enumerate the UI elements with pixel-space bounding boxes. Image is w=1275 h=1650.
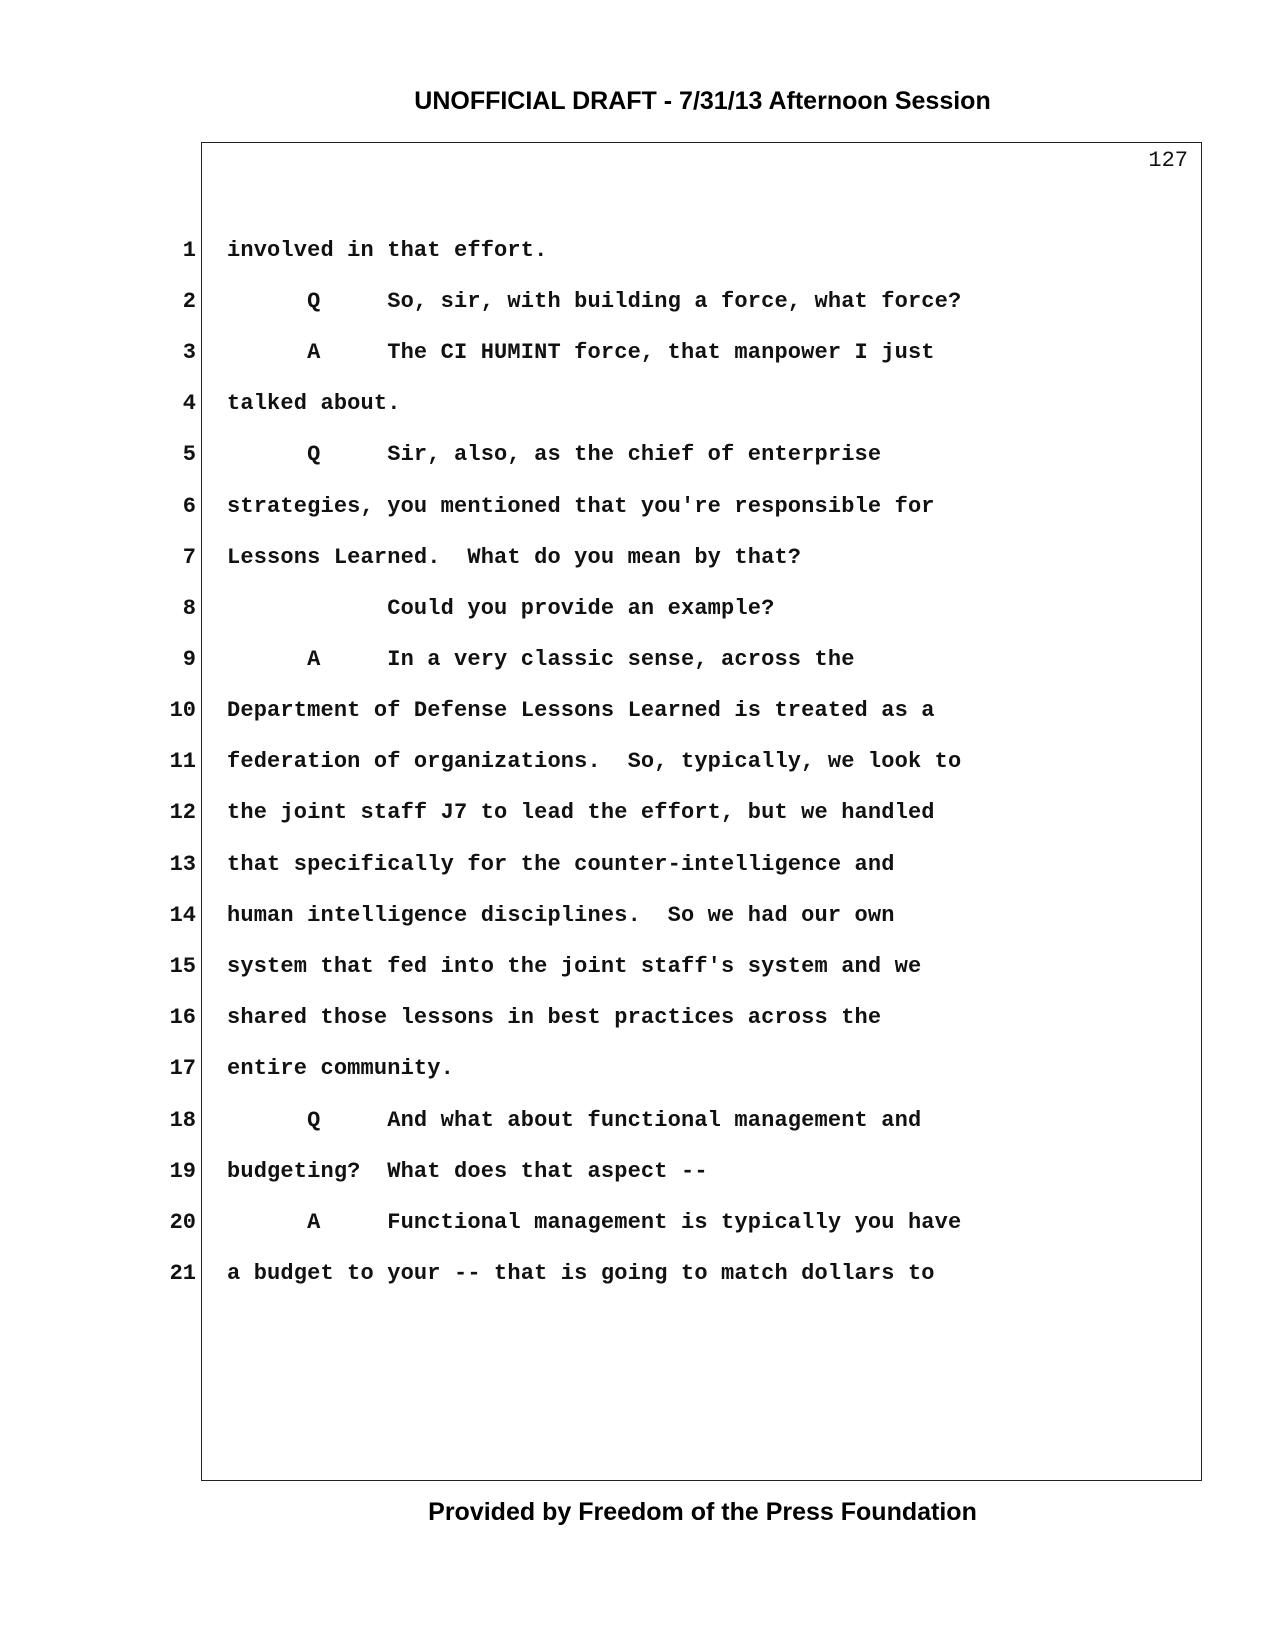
line-number: 20 [169, 1210, 196, 1235]
page-number: 127 [1148, 148, 1188, 173]
transcript-line: Department of Defense Lessons Learned is treated as a [227, 698, 935, 723]
transcript-line: Q So, sir, with building a force, what force? [227, 289, 962, 314]
line-number: 3 [182, 340, 196, 365]
line-number: 2 [182, 289, 196, 314]
page-header-title: UNOFFICIAL DRAFT - 7/31/13 Afternoon Session [414, 87, 991, 115]
transcript-line: talked about. [227, 391, 401, 416]
line-number: 16 [169, 1005, 196, 1030]
line-number: 17 [169, 1056, 196, 1081]
transcript-line: that specifically for the counter-intelligence and [227, 852, 895, 877]
transcript-line: strategies, you mentioned that you're responsible for [227, 494, 935, 519]
line-number: 8 [182, 596, 196, 621]
page-footer-credit: Provided by Freedom of the Press Foundation [428, 1498, 977, 1526]
line-number: 19 [169, 1159, 196, 1184]
transcript-line: A Functional management is typically you have [227, 1210, 962, 1235]
transcript-line: system that fed into the joint staff's system and we [227, 954, 922, 979]
transcript-line: Q Sir, also, as the chief of enterprise [227, 442, 882, 467]
line-number: 6 [182, 494, 196, 519]
transcript-line: A The CI HUMINT force, that manpower I just [227, 340, 935, 365]
transcript-line: human intelligence disciplines. So we had our own [227, 903, 895, 928]
line-number: 15 [169, 954, 196, 979]
transcript-line: Q And what about functional management and [227, 1108, 922, 1133]
transcript-line: Lessons Learned. What do you mean by that? [227, 545, 802, 570]
line-number: 4 [182, 391, 196, 416]
line-number: 5 [182, 442, 196, 467]
line-number: 7 [182, 545, 196, 570]
transcript-line: federation of organizations. So, typically, we look to [227, 749, 962, 774]
transcript-line: shared those lessons in best practices across the [227, 1005, 882, 1030]
line-number: 18 [169, 1108, 196, 1133]
transcript-line: budgeting? What does that aspect -- [227, 1159, 708, 1184]
line-number: 21 [169, 1261, 196, 1286]
line-number: 11 [169, 749, 196, 774]
transcript-line: A In a very classic sense, across the [227, 647, 855, 672]
line-number: 14 [169, 903, 196, 928]
line-number: 1 [182, 238, 196, 263]
line-number: 12 [169, 800, 196, 825]
transcript-line: a budget to your -- that is going to match dollars to [227, 1261, 935, 1286]
transcript-line: involved in that effort. [227, 238, 548, 263]
transcript-line: entire community. [227, 1056, 454, 1081]
transcript-line: Could you provide an example? [227, 596, 775, 621]
line-number: 10 [169, 698, 196, 723]
line-number: 13 [169, 852, 196, 877]
transcript-line: the joint staff J7 to lead the effort, but we handled [227, 800, 935, 825]
line-number: 9 [182, 647, 196, 672]
